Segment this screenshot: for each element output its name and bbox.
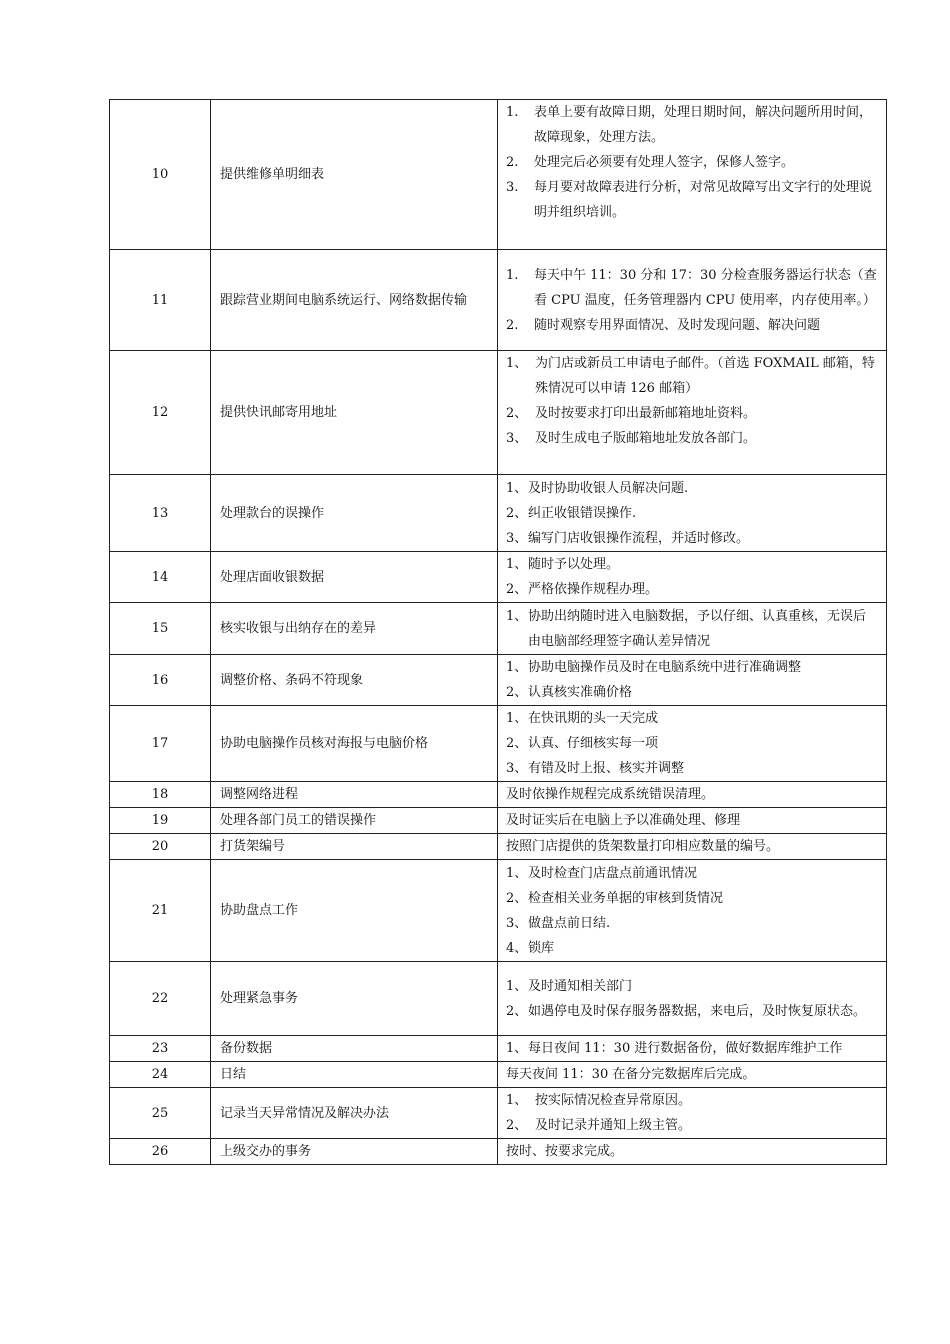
detail-item: [506, 501, 878, 526]
detail-item: [506, 782, 878, 807]
task-details: [498, 1036, 887, 1062]
detail-item: [506, 526, 878, 551]
task-details: [498, 351, 887, 475]
row-number: 25: [110, 1088, 211, 1139]
duty-table-body: [110, 100, 887, 1165]
row-number: 16: [110, 655, 211, 706]
item-marker: 2、: [506, 582, 528, 597]
task-details: [498, 1088, 887, 1139]
task-name: 处理店面收银数据: [211, 552, 498, 603]
task-details: [498, 860, 887, 962]
item-marker: 1、: [506, 608, 528, 624]
item-text: 及时协助收银人员解决问题.: [528, 480, 689, 496]
item-marker: 2、: [506, 1118, 528, 1133]
table-row: [110, 1036, 887, 1062]
item-marker: 1、: [506, 1093, 528, 1108]
task-name: 调整网络进程: [211, 782, 498, 808]
item-marker: 3、: [506, 761, 528, 776]
task-details: [498, 1062, 887, 1088]
table-row: [110, 808, 887, 834]
detail-item: [506, 706, 878, 731]
task-name: 上级交办的事务: [211, 1139, 498, 1165]
item-text: 协助电脑操作员及时在电脑系统中进行准确调整: [528, 660, 802, 675]
detail-item: [506, 476, 878, 501]
detail-item: [506, 1062, 878, 1087]
item-marker: 2.: [506, 155, 519, 170]
detail-item: [506, 1139, 878, 1164]
item-marker: 2、: [506, 685, 528, 700]
item-marker: 2、: [506, 505, 528, 521]
row-number: 15: [110, 603, 211, 655]
item-marker: 3、: [506, 915, 528, 931]
item-marker: 1、: [506, 1041, 528, 1056]
row-number: 12: [110, 351, 211, 475]
detail-item: [506, 974, 878, 999]
item-marker: 2、: [506, 406, 528, 421]
task-details: [498, 655, 887, 706]
item-text: 按照门店提供的货架数量打印相应数量的编号。: [506, 839, 780, 854]
item-text: 认真、仔细核实每一项: [528, 736, 659, 751]
detail-item: [506, 999, 878, 1024]
detail-item: [506, 426, 878, 451]
task-details: [498, 250, 887, 351]
detail-item: [506, 861, 878, 886]
item-text: 每天夜间 11：30 在备分完数据库后完成。: [506, 1067, 756, 1082]
task-details: [498, 962, 887, 1036]
item-marker: 4、: [506, 940, 528, 956]
item-text: 每日夜间 11：30 进行数据备份，做好数据库维护工作: [528, 1041, 843, 1056]
task-details: [498, 706, 887, 782]
row-number: 26: [110, 1139, 211, 1165]
detail-item: [506, 1036, 878, 1061]
detail-item: [506, 175, 878, 225]
item-marker: 1、: [506, 356, 528, 371]
task-details: [498, 782, 887, 808]
item-text: 锁库: [528, 940, 555, 956]
detail-item: [506, 150, 878, 175]
detail-item: [506, 100, 878, 150]
item-text: 表单上要有故障日期，处理日期时间，解决问题所用时间，故障现象，处理方法。: [534, 105, 873, 145]
item-marker: 1.: [506, 105, 519, 120]
row-number: 13: [110, 475, 211, 552]
item-marker: 1、: [506, 978, 528, 994]
task-details: [498, 603, 887, 655]
table-row: [110, 834, 887, 860]
detail-item: [506, 808, 878, 833]
item-text: 随时予以处理。: [528, 557, 620, 572]
item-text: 编写门店收银操作流程，并适时修改。: [528, 530, 750, 546]
item-marker: 2、: [506, 736, 528, 751]
task-name: 提供维修单明细表: [211, 100, 498, 250]
table-row: [110, 351, 887, 475]
detail-item: [506, 655, 878, 680]
item-text: 随时观察专用界面情况、及时发现问题、解决问题: [534, 317, 821, 333]
table-row: [110, 655, 887, 706]
item-text: 及时生成电子版邮箱地址发放各部门。: [535, 431, 757, 446]
item-text: 及时记录并通知上级主管。: [535, 1118, 692, 1133]
item-text: 及时通知相关部门: [528, 978, 633, 994]
row-number: 24: [110, 1062, 211, 1088]
item-text: 检查相关业务单据的审核到货情况: [528, 890, 724, 906]
item-text: 及时证实后在电脑上予以准确处理、修理: [506, 813, 741, 828]
item-text: 纠正收银错误操作.: [528, 505, 637, 521]
row-number: 14: [110, 552, 211, 603]
item-marker: 2、: [506, 890, 528, 906]
row-number: 21: [110, 860, 211, 962]
item-text: 做盘点前日结.: [528, 915, 611, 931]
task-details: [498, 100, 887, 250]
row-number: 22: [110, 962, 211, 1036]
table-row: [110, 250, 887, 351]
item-text: 有错及时上报、核实并调整: [528, 761, 685, 776]
task-name: 处理款台的误操作: [211, 475, 498, 552]
table-row: [110, 552, 887, 603]
item-marker: 3、: [506, 530, 528, 546]
table-row: [110, 100, 887, 250]
task-name: 调整价格、条码不符现象: [211, 655, 498, 706]
detail-item: [506, 886, 878, 911]
task-name: 协助电脑操作员核对海报与电脑价格: [211, 706, 498, 782]
detail-item: [506, 680, 878, 705]
task-name: 处理各部门员工的错误操作: [211, 808, 498, 834]
table-row: [110, 1139, 887, 1165]
table-row: [110, 1062, 887, 1088]
task-details: [498, 552, 887, 603]
row-number: 10: [110, 100, 211, 250]
item-marker: 1.: [506, 267, 519, 283]
duty-table: [109, 99, 887, 1165]
table-row: [110, 475, 887, 552]
detail-item: [506, 1088, 878, 1113]
task-details: [498, 834, 887, 860]
detail-item: [506, 731, 878, 756]
table-row: [110, 962, 887, 1036]
item-text: 及时依操作规程完成系统错误清理。: [506, 787, 715, 802]
item-marker: 1、: [506, 865, 528, 881]
detail-item: [506, 604, 878, 654]
detail-item: [506, 577, 878, 602]
item-text: 严格依操作规程办理。: [528, 582, 659, 597]
detail-item: [506, 756, 878, 781]
task-details: [498, 1139, 887, 1165]
row-number: 17: [110, 706, 211, 782]
item-text: 在快讯期的头一天完成: [528, 711, 659, 726]
table-row: [110, 603, 887, 655]
task-name: 备份数据: [211, 1036, 498, 1062]
task-name: 记录当天异常情况及解决办法: [211, 1088, 498, 1139]
detail-item: [506, 263, 878, 313]
item-marker: 3.: [506, 180, 519, 195]
item-marker: 3、: [506, 431, 528, 446]
task-name: 协助盘点工作: [211, 860, 498, 962]
task-name: 日结: [211, 1062, 498, 1088]
item-marker: 2、: [506, 1003, 528, 1019]
row-number: 18: [110, 782, 211, 808]
table-row: [110, 706, 887, 782]
item-text: 每月要对故障表进行分析，对常见故障写出文字行的处理说明并组织培训。: [534, 180, 873, 220]
table-row: [110, 1088, 887, 1139]
item-text: 协助出纳随时进入电脑数据，予以仔细、认真重核，无误后由电脑部经理签字确认差异情况: [528, 608, 867, 649]
item-text: 及时检查门店盘点前通讯情况: [528, 865, 698, 881]
detail-item: [506, 313, 878, 338]
row-number: 11: [110, 250, 211, 351]
item-text: 处理完后必须要有处理人签字，保修人签字。: [534, 155, 795, 170]
item-marker: 2.: [506, 317, 519, 333]
item-marker: 1、: [506, 557, 528, 572]
item-text: 如遇停电及时保存服务器数据，来电后，及时恢复原状态。: [528, 1003, 867, 1019]
row-number: 19: [110, 808, 211, 834]
task-name: 核实收银与出纳存在的差异: [211, 603, 498, 655]
task-name: 打货架编号: [211, 834, 498, 860]
item-text: 及时按要求打印出最新邮箱地址资料。: [535, 406, 757, 421]
detail-item: [506, 834, 878, 859]
detail-item: [506, 401, 878, 426]
item-text: 认真核实准确价格: [528, 685, 633, 700]
item-marker: 1、: [506, 480, 528, 496]
detail-item: [506, 1113, 878, 1138]
table-row: [110, 860, 887, 962]
task-details: [498, 475, 887, 552]
item-marker: 1、: [506, 711, 528, 726]
detail-item: [506, 351, 878, 401]
item-text: 按时、按要求完成。: [506, 1144, 624, 1159]
task-name: 处理紧急事务: [211, 962, 498, 1036]
row-number: 23: [110, 1036, 211, 1062]
task-name: 跟踪营业期间电脑系统运行、网络数据传输: [211, 250, 498, 351]
detail-item: [506, 552, 878, 577]
detail-item: [506, 936, 878, 961]
item-text: 为门店或新员工申请电子邮件。（首选 FOXMAIL 邮箱，特殊情况可以申请 126 邮箱）: [535, 356, 875, 396]
item-text: 按实际情况检查异常原因。: [535, 1093, 692, 1108]
table-row: [110, 782, 887, 808]
item-text: 每天中午 11：30 分和 17：30 分检查服务器运行状态（查看 CPU 温度，任务管理器内 CPU 使用率，内存使用率。）: [534, 267, 877, 308]
row-number: 20: [110, 834, 211, 860]
item-marker: 1、: [506, 660, 528, 675]
task-name: 提供快讯邮寄用地址: [211, 351, 498, 475]
task-details: [498, 808, 887, 834]
detail-item: [506, 911, 878, 936]
